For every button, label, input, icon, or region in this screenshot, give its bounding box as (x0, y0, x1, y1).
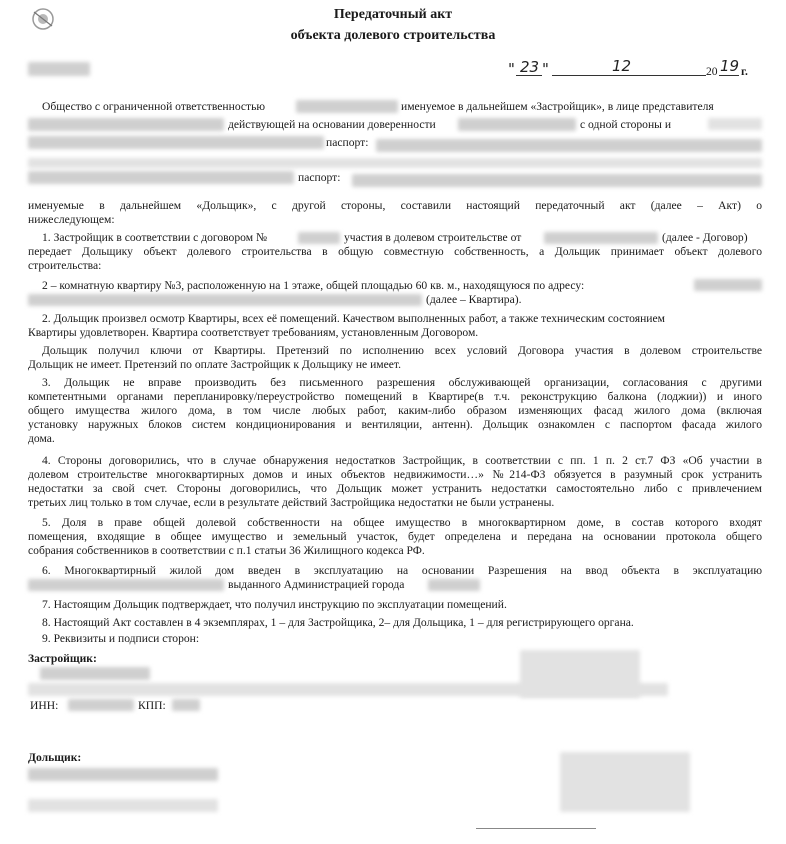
p4-line4: третьих лиц только в том случае, если в результате действий Застройщика недостатки не были устранены. (28, 496, 555, 509)
date-day: 23 (520, 58, 540, 76)
p4-line1-wrap (42, 454, 762, 468)
intro-line2a: действующей на основании доверенности (228, 118, 436, 131)
p4-line3: недостатки за свой счет. Стороны договорились, что Дольщик может устранить недостатки самостоятельно либо с привлечением (28, 482, 762, 495)
redacted-passport-1 (376, 139, 762, 152)
p3-line4: установку наружных блоков систем кондиционирования и вентиляции, антенн). Дольщик ознакомлен с паспортом фасада жилого (28, 418, 762, 431)
p5-line2: помещения, входящие в общее имущество и земельный участок, будет определена и передана на основании протокола общего (28, 530, 762, 543)
redacted-city (28, 62, 90, 76)
redacted-developer-name (40, 667, 150, 680)
date-quote-open: " (508, 60, 515, 78)
p1-line1a: 1. Застройщик в соответствии с договором № (42, 231, 268, 244)
date-year-unit: г. (741, 65, 748, 78)
p1-line1b: участия в долевом строительстве от (344, 231, 522, 244)
redacted-passport-2 (352, 174, 762, 187)
redacted-line (28, 158, 762, 168)
redacted-contract-date (544, 232, 658, 244)
redacted-shareholder-1 (28, 136, 324, 149)
p2-line3: Дольщик получил ключи от Квартиры. Претензий по исполнению всех условий Договора участия в долевом строительстве (42, 344, 762, 357)
p5-line2-wrap (28, 530, 762, 544)
p4-line1: 4. Стороны договорились, что в случае обнаружения недостатков Застройщик, в соответствии с пп. 1 п. 2 ст.7 ФЗ «Об участии в (42, 454, 762, 467)
document-title-line2: объекта долевого строительства (290, 28, 496, 43)
p2-line2: Квартиры удовлетворен. Квартира соответствует требованиям, установленным Договором. (28, 326, 479, 339)
intro-line5-wrap (28, 199, 762, 213)
intro-line2b: с одной стороны и (580, 118, 672, 131)
document-date (508, 58, 763, 80)
p1-line2-wrap (28, 245, 762, 259)
redacted-contract-no (298, 232, 340, 244)
p5-line1-wrap (42, 516, 762, 530)
redacted-address-1 (694, 279, 762, 291)
p2-line1: 2. Дольщик произвел осмотр Квартиры, всех её помещений. Качеством выполненных работ, а также техническим состоянием (42, 312, 665, 325)
redacted-power-of-attorney (458, 118, 576, 131)
p6-line1: 6. Многоквартирный жилой дом введен в эксплуатацию на основании Разрешения на ввод объекта в эксплуатацию (42, 564, 762, 577)
kpp-label: КПП: (138, 699, 166, 712)
redacted-tail (708, 118, 762, 130)
p4-line2-wrap (28, 468, 762, 482)
date-year-prefix: 20 (706, 65, 718, 78)
p7: 7. Настоящим Дольщик подтверждает, что получил инструкцию по эксплуатации помещений. (42, 598, 507, 611)
intro-passport1: паспорт: (326, 136, 369, 149)
p3-line3-wrap (28, 404, 762, 418)
p3-line1-wrap (42, 376, 762, 390)
developer-heading: Застройщик: (28, 652, 97, 665)
p9: 9. Реквизиты и подписи сторон: (42, 632, 200, 645)
p1-line5: (далее – Квартира). (426, 293, 522, 306)
redacted-company (296, 100, 398, 113)
p3-line5: дома. (28, 432, 55, 445)
p2-line3-wrap (42, 344, 762, 358)
shareholder-heading: Дольщик: (28, 751, 82, 764)
p5-line1: 5. Доля в праве общей долевой собственности на общее имущество в многоквартирном доме, в состав которого входят (42, 516, 762, 529)
p3-line2: компетентными органами перепланировку/переустройство помещений в Квартире(в т.ч. реконструкцию балкона (лоджии)) и иного (28, 390, 762, 403)
p3-line1: 3. Дольщик не вправе производить без письменного разрешения обслуживающей организации, согласования с другими (42, 376, 762, 389)
redacted-shareholder-name-1 (28, 768, 218, 781)
redacted-inn (68, 699, 134, 711)
intro-line6: нижеследующем: (28, 213, 115, 226)
intro-line1a: Общество с ограниченной ответственностью (42, 100, 266, 113)
p6-line2: выданного Администрацией города (228, 578, 405, 591)
p4-line3-wrap (28, 482, 762, 496)
redacted-shareholder-name-2 (28, 799, 218, 812)
p3-line3: общего имущества жилого дома, в том числе любых работ, каким-либо образом изменяющих фасад жилого дома (включая (28, 404, 762, 417)
p6-line1-wrap (42, 564, 762, 578)
p3-line4-wrap (28, 418, 762, 432)
redacted-developer-signature (520, 650, 640, 698)
redacted-kpp (172, 699, 200, 711)
intro-passport2: паспорт: (298, 171, 341, 184)
intro-line1b: именуемое в дальнейшем «Застройщик», в лице представителя (401, 100, 714, 113)
p3-line2-wrap (28, 390, 762, 404)
p5-line3: собрания собственников в соответствии с п.1 статьи 36 Жилищного кодекса РФ. (28, 544, 425, 557)
p2-line4: Дольщик не имеет. Претензий по оплате Застройщик к Дольщику не имеет. (28, 358, 402, 371)
redacted-shareholder-signature (560, 752, 690, 812)
p1-line2: передает Дольщику объект долевого строительства в общую совместную собственность, а Дольщик принимает объект долевого (28, 245, 762, 258)
date-month: 12 (612, 57, 632, 75)
p4-line2: долевом строительстве многоквартирных домов и иных объектов недвижимости…» №214-ФЗ обязуется в разумный срок устранить (28, 468, 762, 481)
document-title-line1: Передаточный акт (333, 7, 453, 22)
p8: 8. Настоящий Акт составлен в 4 экземплярах, 1 – для Застройщика, 2– для Дольщика, 1 – для регистрирующего органа. (42, 616, 634, 629)
date-year-suffix: 19 (720, 57, 740, 75)
p1-line3: строительства: (28, 259, 102, 272)
redacted-representative (28, 118, 224, 131)
p1-line4: 2 – комнатную квартиру №3, расположенную на 1 этаже, общей площадью 60 кв. м., находящуюся по адресу: (42, 279, 585, 292)
inn-label: ИНН: (30, 699, 59, 712)
redacted-city-name (428, 579, 480, 591)
p1-line1c: (далее - Договор) (662, 231, 748, 244)
intro-line5: именуемые в дальнейшем «Дольщик», с другой стороны, составили настоящий передаточный акт (далее – Акт) о (28, 199, 762, 212)
date-quote-close: " (542, 60, 549, 78)
redacted-shareholder-2 (28, 171, 294, 184)
redacted-address-2 (28, 294, 422, 306)
redacted-permit (28, 579, 224, 591)
